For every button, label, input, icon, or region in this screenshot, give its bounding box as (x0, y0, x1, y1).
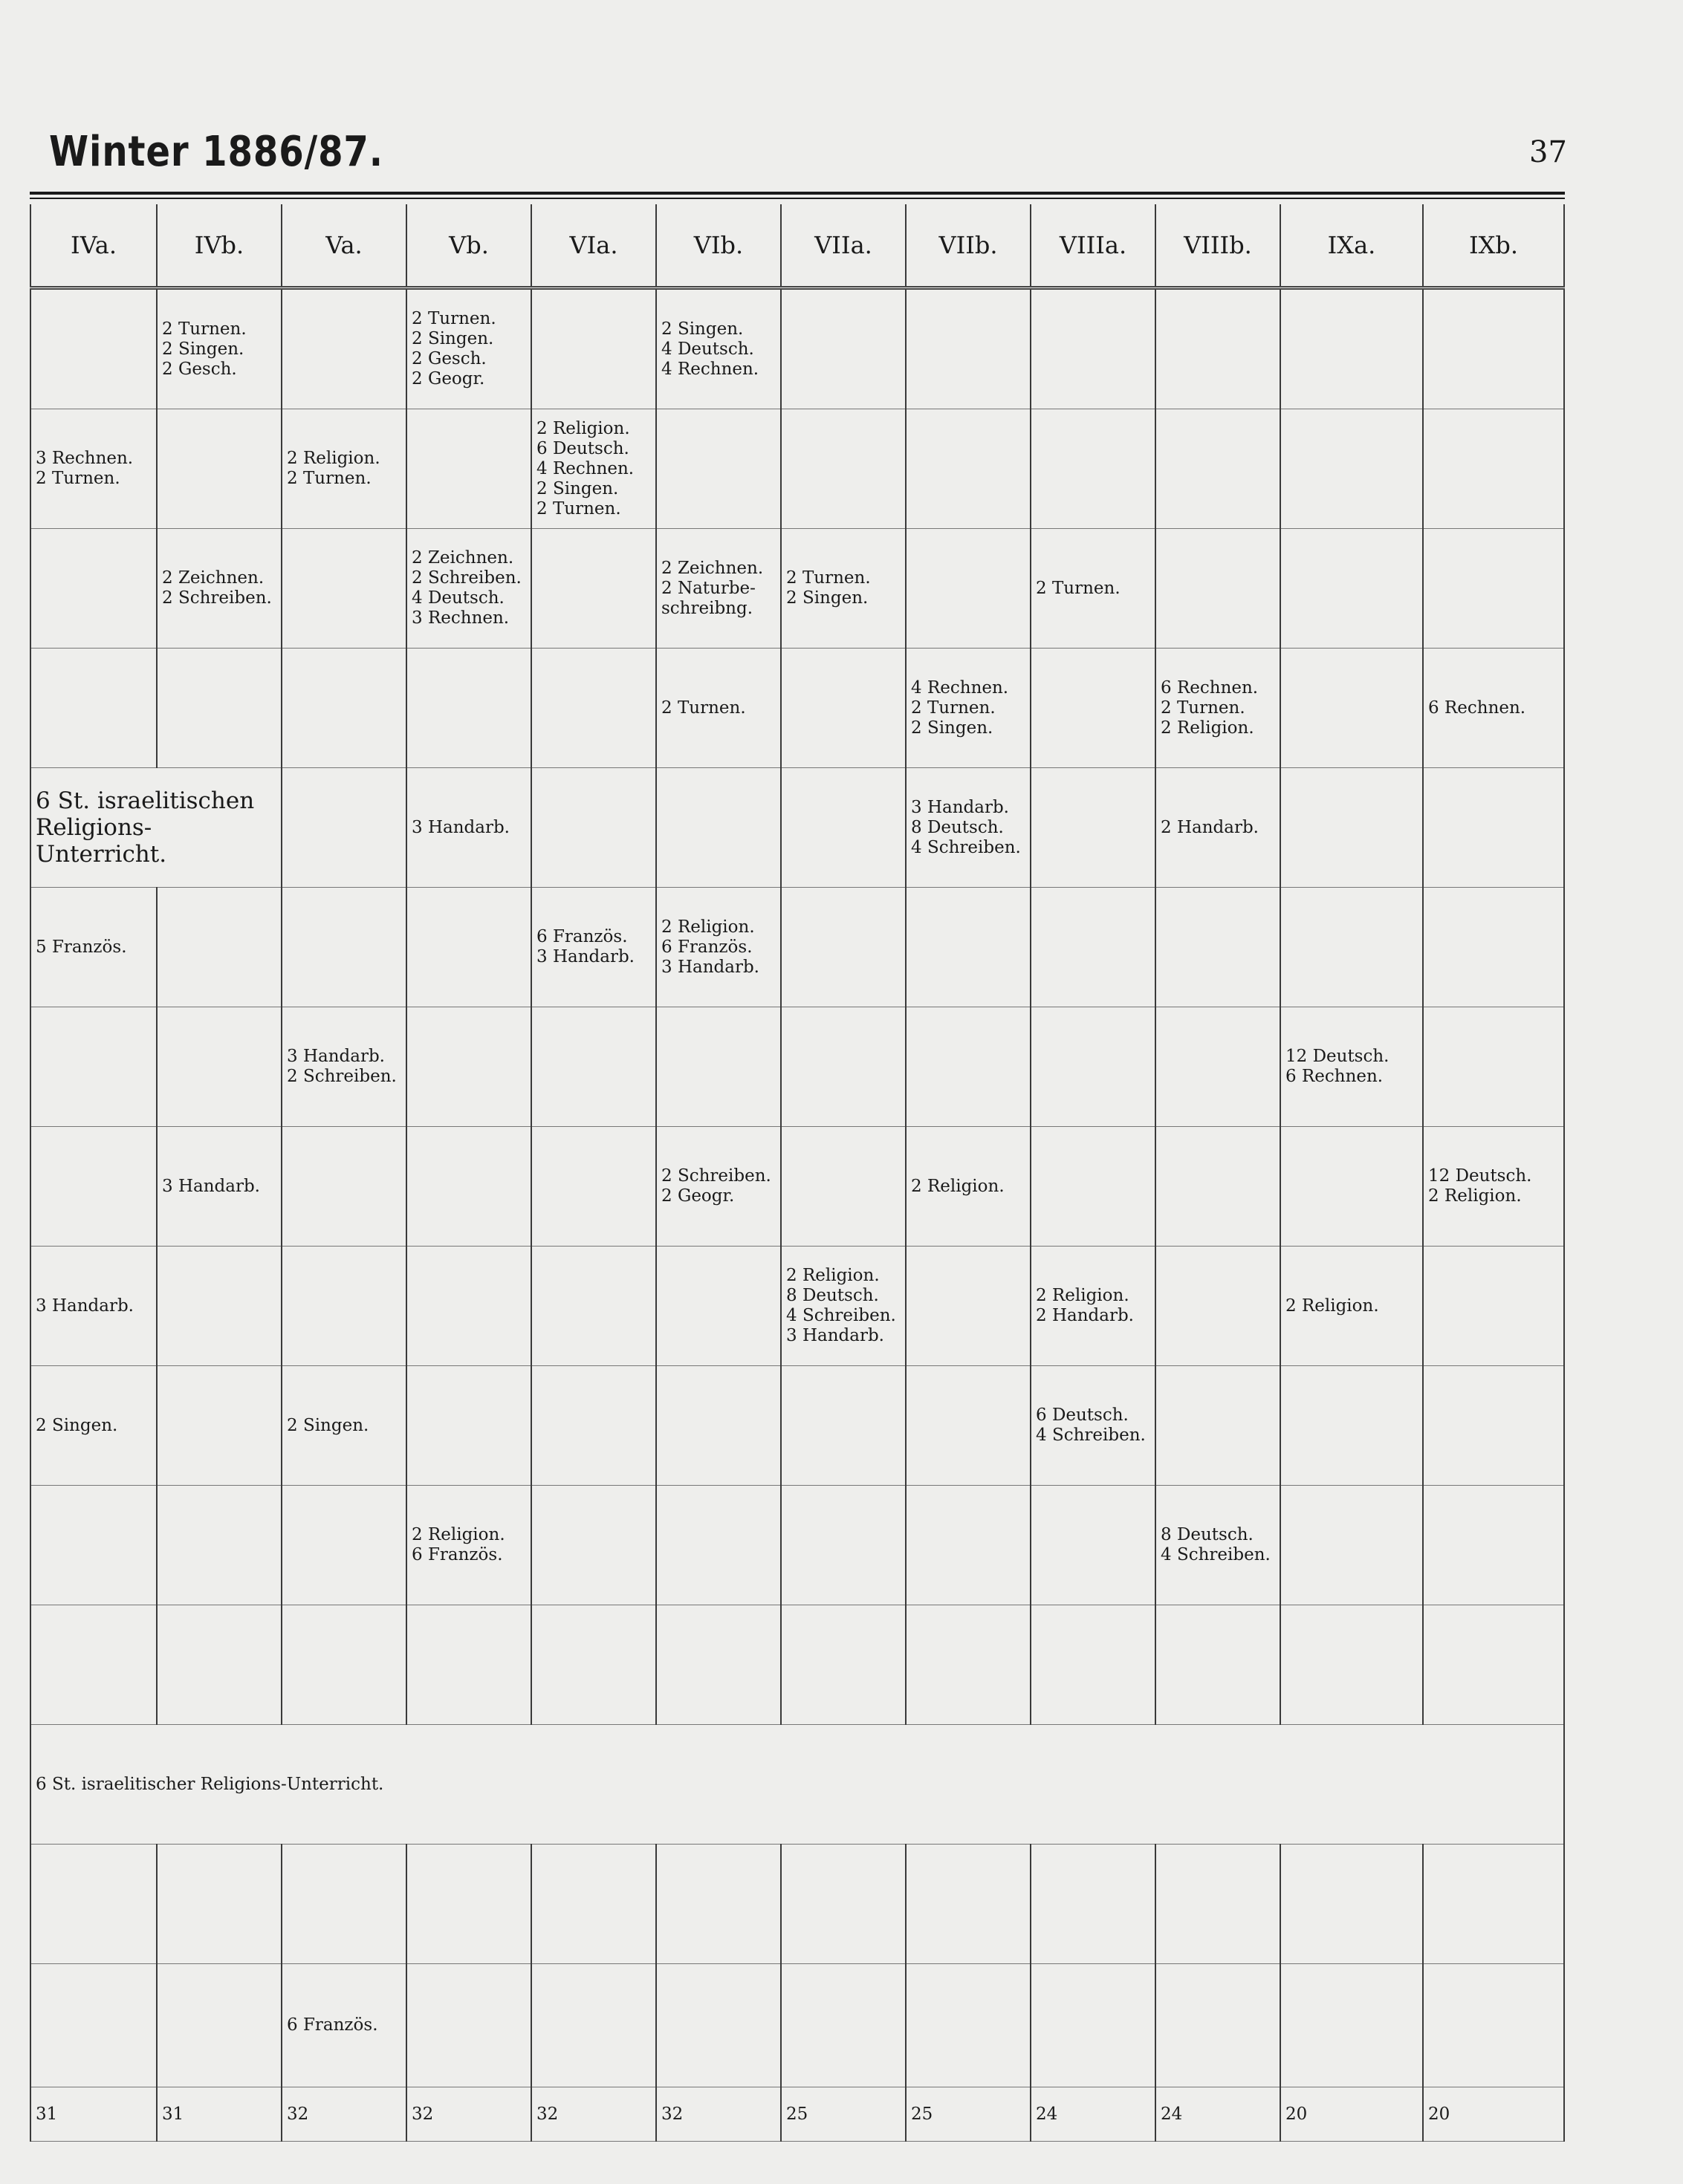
time-slot-row (30, 888, 1564, 1007)
total-cell: 25 (781, 2087, 906, 2142)
schedule-cell (1155, 1964, 1280, 2087)
time-slot-row (30, 1007, 1564, 1127)
schedule-cell (406, 1127, 531, 1247)
schedule-cell (157, 888, 282, 1007)
time-slot-row (30, 288, 1564, 409)
schedule-cell (1280, 1845, 1423, 1964)
schedule-cell (1280, 409, 1423, 529)
schedule-cell (1423, 1247, 1564, 1366)
schedule-cell (1155, 1127, 1280, 1247)
time-slot-row (30, 1366, 1564, 1486)
schedule-cell: 2 Zeichnen. 2 Schreiben. 4 Deutsch. 3 Rechnen. (406, 529, 531, 649)
schedule-cell: 5 Französ. (30, 888, 157, 1007)
schedule-cell (531, 288, 656, 409)
schedule-cell (906, 288, 1031, 409)
schedule-cell (157, 1605, 282, 1725)
header-rule-thin (30, 198, 1565, 199)
schedule-cell (30, 1964, 157, 2087)
schedule-cell (30, 288, 157, 409)
class-header: VIb. (656, 204, 781, 288)
schedule-cell (531, 1366, 656, 1486)
class-header: IXb. (1423, 204, 1564, 288)
schedule-cell (30, 529, 157, 649)
schedule-cell (1423, 529, 1564, 649)
schedule-cell: 3 Handarb. (157, 1127, 282, 1247)
time-slot-row (30, 409, 1564, 529)
schedule-cell: 12 Deutsch. 2 Religion. (1423, 1127, 1564, 1247)
schedule-cell (781, 1007, 906, 1127)
schedule-cell (906, 1605, 1031, 1725)
time-slot-row (30, 649, 1564, 768)
schedule-cell: 2 Turnen. 2 Singen. (781, 529, 906, 649)
schedule-cell (1155, 288, 1280, 409)
schedule-cell: 6 Französ. (282, 1964, 406, 2087)
schedule-cell (781, 1486, 906, 1605)
schedule-cell: 2 Turnen. (1031, 529, 1155, 649)
schedule-cell (781, 649, 906, 768)
schedule-cell (157, 1247, 282, 1366)
schedule-cell (781, 888, 906, 1007)
schedule-cell (1423, 1366, 1564, 1486)
schedule-cell (1031, 1007, 1155, 1127)
class-header: IXa. (1280, 204, 1423, 288)
schedule-cell (406, 409, 531, 529)
schedule-cell: 4 Rechnen. 2 Turnen. 2 Singen. (906, 649, 1031, 768)
schedule-cell (157, 1964, 282, 2087)
schedule-cell: 3 Handarb. 2 Schreiben. (282, 1007, 406, 1127)
religion-span-cell: 6 St. israelitischen Religions-Unterricht. (30, 768, 282, 888)
schedule-cell (1155, 888, 1280, 1007)
class-header: VIIa. (781, 204, 906, 288)
schedule-cell (781, 1845, 906, 1964)
schedule-cell (1031, 1605, 1155, 1725)
total-cell: 32 (282, 2087, 406, 2142)
schedule-cell: 3 Handarb. (30, 1247, 157, 1366)
schedule-cell (906, 1845, 1031, 1964)
total-cell: 24 (1031, 2087, 1155, 2142)
schedule-cell (906, 888, 1031, 1007)
schedule-cell (1280, 1605, 1423, 1725)
schedule-cell (1423, 768, 1564, 888)
page-number: 37 (1529, 135, 1567, 169)
total-cell: 32 (406, 2087, 531, 2142)
schedule-cell: 2 Turnen. 2 Singen. 2 Gesch. 2 Geogr. (406, 288, 531, 409)
schedule-cell: 2 Religion. 6 Französ. 3 Handarb. (656, 888, 781, 1007)
time-slot-row (30, 1486, 1564, 1605)
schedule-cell (1423, 1964, 1564, 2087)
schedule-cell (406, 649, 531, 768)
schedule-cell: 6 Rechnen. 2 Turnen. 2 Religion. (1155, 649, 1280, 768)
class-header: VIIb. (906, 204, 1031, 288)
schedule-cell (282, 288, 406, 409)
schedule-cell: 2 Religion. 8 Deutsch. 4 Schreiben. 3 Handarb. (781, 1247, 906, 1366)
schedule-cell (406, 1605, 531, 1725)
time-slot-row (30, 1725, 1564, 1845)
schedule-cell (30, 649, 157, 768)
schedule-cell: 3 Rechnen. 2 Turnen. (30, 409, 157, 529)
schedule-cell (906, 1964, 1031, 2087)
schedule-cell (906, 1366, 1031, 1486)
schedule-cell: 3 Handarb. (406, 768, 531, 888)
schedule-cell (1155, 1366, 1280, 1486)
schedule-cell (1031, 1486, 1155, 1605)
total-cell: 32 (531, 2087, 656, 2142)
schedule-cell (282, 1127, 406, 1247)
schedule-cell (531, 1845, 656, 1964)
class-header-row (30, 204, 1564, 288)
schedule-cell: 2 Turnen. (656, 649, 781, 768)
schedule-cell: 6 Französ. 3 Handarb. (531, 888, 656, 1007)
class-header: VIa. (531, 204, 656, 288)
schedule-cell (656, 1845, 781, 1964)
schedule-cell (1155, 1007, 1280, 1127)
header-rule-thick (30, 192, 1565, 195)
time-slot-row (30, 1127, 1564, 1247)
schedule-cell: 12 Deutsch. 6 Rechnen. (1280, 1007, 1423, 1127)
page-title: Winter 1886/87. (49, 128, 383, 176)
total-cell: 25 (906, 2087, 1031, 2142)
time-slot-row (30, 1964, 1564, 2087)
schedule-cell (1423, 409, 1564, 529)
schedule-cell (531, 1127, 656, 1247)
schedule-cell (1031, 409, 1155, 529)
schedule-cell (30, 1007, 157, 1127)
schedule-cell (531, 768, 656, 888)
schedule-cell (282, 1247, 406, 1366)
class-header: Vb. (406, 204, 531, 288)
schedule-cell (30, 1486, 157, 1605)
schedule-cell (157, 1366, 282, 1486)
schedule-cell: 2 Zeichnen. 2 Schreiben. (157, 529, 282, 649)
schedule-cell (157, 649, 282, 768)
total-cell: 32 (656, 2087, 781, 2142)
schedule-cell: 2 Religion. 2 Turnen. (282, 409, 406, 529)
schedule-cell: 2 Turnen. 2 Singen. 2 Gesch. (157, 288, 282, 409)
schedule-cell (1280, 888, 1423, 1007)
schedule-cell (1423, 1486, 1564, 1605)
schedule-cell (531, 649, 656, 768)
schedule-cell: 2 Religion. 2 Handarb. (1031, 1247, 1155, 1366)
schedule-cell (1031, 1127, 1155, 1247)
schedule-cell (781, 1366, 906, 1486)
schedule-cell (531, 1247, 656, 1366)
schedule-cell (531, 1007, 656, 1127)
time-slot-row (30, 1247, 1564, 1366)
class-header: IVa. (30, 204, 157, 288)
schedule-cell (656, 768, 781, 888)
schedule-cell (781, 768, 906, 888)
schedule-cell (1155, 1247, 1280, 1366)
schedule-cell (531, 1486, 656, 1605)
schedule-cell (282, 1845, 406, 1964)
schedule-cell (406, 1007, 531, 1127)
schedule-cell: 3 Handarb. 8 Deutsch. 4 Schreiben. (906, 768, 1031, 888)
schedule-cell (1280, 1964, 1423, 2087)
schedule-cell (1155, 529, 1280, 649)
schedule-cell (282, 529, 406, 649)
schedule-cell (282, 888, 406, 1007)
schedule-cell (656, 1366, 781, 1486)
schedule-cell (1031, 888, 1155, 1007)
schedule-cell: 2 Religion. (1280, 1247, 1423, 1366)
schedule-cell: 2 Singen. 4 Deutsch. 4 Rechnen. (656, 288, 781, 409)
schedule-cell (282, 1486, 406, 1605)
schedule-cell (282, 649, 406, 768)
schedule-cell (406, 1845, 531, 1964)
schedule-cell (406, 1964, 531, 2087)
schedule-cell (1280, 649, 1423, 768)
schedule-cell (1031, 1845, 1155, 1964)
schedule-cell (656, 1007, 781, 1127)
time-slot-row (30, 768, 1564, 888)
total-cell: 24 (1155, 2087, 1280, 2142)
religion-full-span-cell: 6 St. israelitischer Religions-Unterricht. (30, 1725, 1564, 1845)
schedule-cell (1031, 1964, 1155, 2087)
schedule-cell (1280, 288, 1423, 409)
schedule-cell (1423, 1845, 1564, 1964)
schedule-cell (781, 288, 906, 409)
schedule-cell (1280, 529, 1423, 649)
schedule-cell (1155, 409, 1280, 529)
schedule-cell (282, 768, 406, 888)
schedule-cell (656, 409, 781, 529)
schedule-cell (781, 409, 906, 529)
schedule-cell (406, 1366, 531, 1486)
schedule-cell: 2 Singen. (282, 1366, 406, 1486)
schedule-cell: 2 Zeichnen. 2 Naturbe- schreibng. (656, 529, 781, 649)
schedule-cell (406, 1247, 531, 1366)
schedule-cell (781, 1127, 906, 1247)
schedule-cell (531, 529, 656, 649)
total-cell: 31 (30, 2087, 157, 2142)
schedule-cell (30, 1845, 157, 1964)
schedule-cell (656, 1486, 781, 1605)
schedule-cell: 2 Religion. (906, 1127, 1031, 1247)
schedule-cell: 6 Deutsch. 4 Schreiben. (1031, 1366, 1155, 1486)
schedule-cell (656, 1605, 781, 1725)
schedule-cell (30, 1605, 157, 1725)
schedule-cell (906, 1486, 1031, 1605)
schedule-cell: 2 Religion. 6 Französ. (406, 1486, 531, 1605)
schedule-cell (1031, 768, 1155, 888)
schedule-cell (1155, 1605, 1280, 1725)
schedule-cell (781, 1964, 906, 2087)
schedule-cell (906, 409, 1031, 529)
schedule-cell (531, 1605, 656, 1725)
schedule-cell (656, 1964, 781, 2087)
class-header: VIIIa. (1031, 204, 1155, 288)
schedule-cell (1031, 288, 1155, 409)
totals-row (30, 2087, 1564, 2142)
schedule-cell (1155, 1845, 1280, 1964)
schedule-cell (531, 1964, 656, 2087)
time-slot-row (30, 1845, 1564, 1964)
schedule-cell (1423, 1007, 1564, 1127)
schedule-cell: 2 Singen. (30, 1366, 157, 1486)
schedule-cell (30, 1127, 157, 1247)
schedule-cell (282, 1605, 406, 1725)
schedule-cell (906, 1247, 1031, 1366)
schedule-cell: 6 Rechnen. (1423, 649, 1564, 768)
schedule-cell (157, 409, 282, 529)
schedule-cell (781, 1605, 906, 1725)
schedule-cell (656, 1247, 781, 1366)
total-cell: 20 (1280, 2087, 1423, 2142)
schedule-cell (1280, 1127, 1423, 1247)
schedule-cell: 2 Schreiben. 2 Geogr. (656, 1127, 781, 1247)
schedule-cell (157, 1486, 282, 1605)
schedule-cell: 2 Religion. 6 Deutsch. 4 Rechnen. 2 Singen. 2 Turnen. (531, 409, 656, 529)
schedule-cell (157, 1845, 282, 1964)
class-header: VIIIb. (1155, 204, 1280, 288)
schedule-cell (1423, 888, 1564, 1007)
schedule-cell (1423, 288, 1564, 409)
class-header: IVb. (157, 204, 282, 288)
schedule-cell (906, 1007, 1031, 1127)
schedule-cell (157, 1007, 282, 1127)
schedule-cell (1423, 1605, 1564, 1725)
schedule-cell: 8 Deutsch. 4 Schreiben. (1155, 1486, 1280, 1605)
timetable (30, 204, 1565, 2142)
time-slot-row (30, 1605, 1564, 1725)
schedule-cell (906, 529, 1031, 649)
schedule-cell (1280, 1366, 1423, 1486)
total-cell: 20 (1423, 2087, 1564, 2142)
schedule-cell (1280, 1486, 1423, 1605)
schedule-cell (406, 888, 531, 1007)
total-cell: 31 (157, 2087, 282, 2142)
schedule-cell (1031, 649, 1155, 768)
schedule-cell: 2 Handarb. (1155, 768, 1280, 888)
class-header: Va. (282, 204, 406, 288)
schedule-cell (1280, 768, 1423, 888)
time-slot-row (30, 529, 1564, 649)
